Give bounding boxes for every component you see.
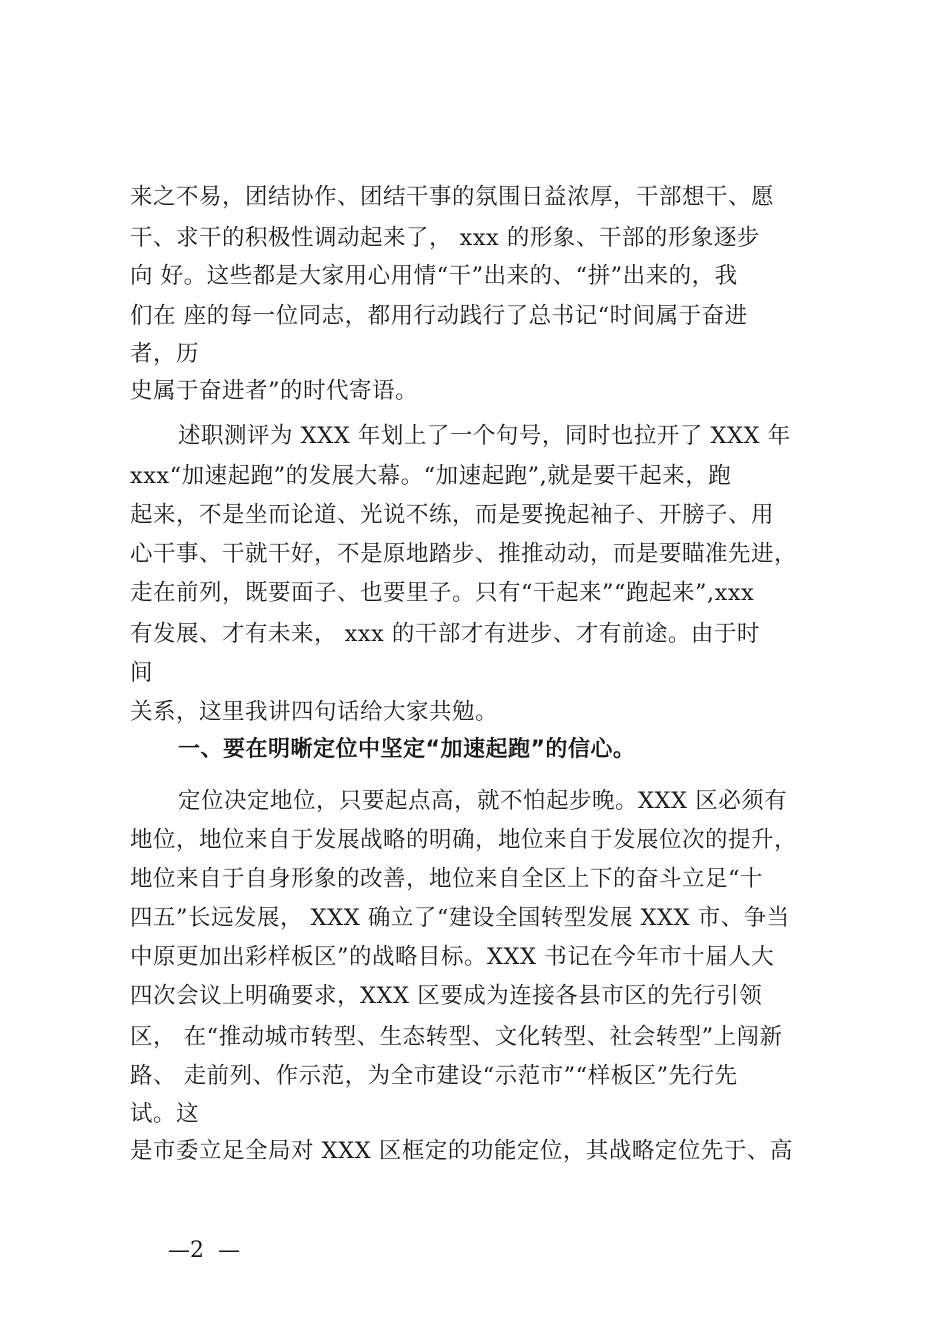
text-line: 地位，地位来自于发展战略的明确，地位来自于发展位次的提升， — [130, 827, 798, 853]
text-line: 区， 在“推动城市转型、生态转型、文化转型、社会转型”上闯新 — [130, 1024, 783, 1050]
text-line: xxx“加速起跑”的发展大幕。“加速起跑”,就是要干起来，跑 — [130, 463, 732, 489]
text-line: 来之不易，团结协作、团结干事的氛围日益浓厚，干部想干、愿 — [130, 184, 775, 210]
text-line: 史属于奋进者”的时代寄语。 — [130, 378, 419, 404]
text-line: 路、 走前列、作示范，为全市建设“示范市”“样板区”先行先 — [130, 1063, 738, 1089]
text-line: 间 — [130, 660, 154, 686]
page-number: —2 — — [168, 1238, 240, 1263]
text-line: 是市委立足全局对 XXX 区框定的功能定位，其战略定位先于、高 — [130, 1138, 793, 1164]
text-line: 中原更加出彩样板区”的战略目标。XXX 书记在今年市十届人大 — [130, 944, 775, 970]
text-line: 们在 座的每一位同志，都用行动践行了总书记“时间属于奋进 — [130, 303, 748, 329]
text-line: 走在前列，既要面子、也要里子。只有“干起来”“跑起来”,xxx — [130, 580, 755, 606]
paragraph-start-line: 定位决定地位，只要起点高，就不怕起步晚。XXX 区必须有 — [178, 788, 788, 814]
section-heading: 一、要在明晰定位中坚定“加速起跑”的信心。 — [178, 737, 636, 762]
text-line: 关系，这里我讲四句话给大家共勉。 — [130, 699, 499, 725]
text-line: 地位来自于自身形象的改善，地位来自全区上下的奋斗立足“十 — [130, 866, 764, 892]
text-line: 四次会议上明确要求，XXX 区要成为连接各县市区的先行引领 — [130, 983, 763, 1009]
paragraph-start-line: 述职测评为 XXX 年划上了一个句号，同时也拉开了 XXX 年 — [178, 423, 791, 449]
text-line: 向 好。这些都是大家用心用情“干”出来的、“拼”出来的，我 — [130, 263, 738, 289]
text-line: 四五”长远发展， XXX 确立了“建设全国转型发展 XXX 市、争当 — [130, 905, 790, 931]
text-line: 起来，不是坐而论道、光说不练，而是要挽起袖子、开膀子、用 — [130, 502, 775, 528]
text-line: 心干事、干就干好，不是原地踏步、推推动动，而是要瞄准先进， — [130, 541, 798, 567]
text-line: 者，历 — [130, 341, 200, 367]
text-line: 试。这 — [130, 1101, 200, 1127]
text-line: 有发展、才有未来， xxx 的干部才有进步、才有前途。由于时 — [130, 621, 760, 647]
text-line: 干、求干的积极性调动起来了， xxx 的形象、干部的形象逐步 — [130, 225, 760, 251]
